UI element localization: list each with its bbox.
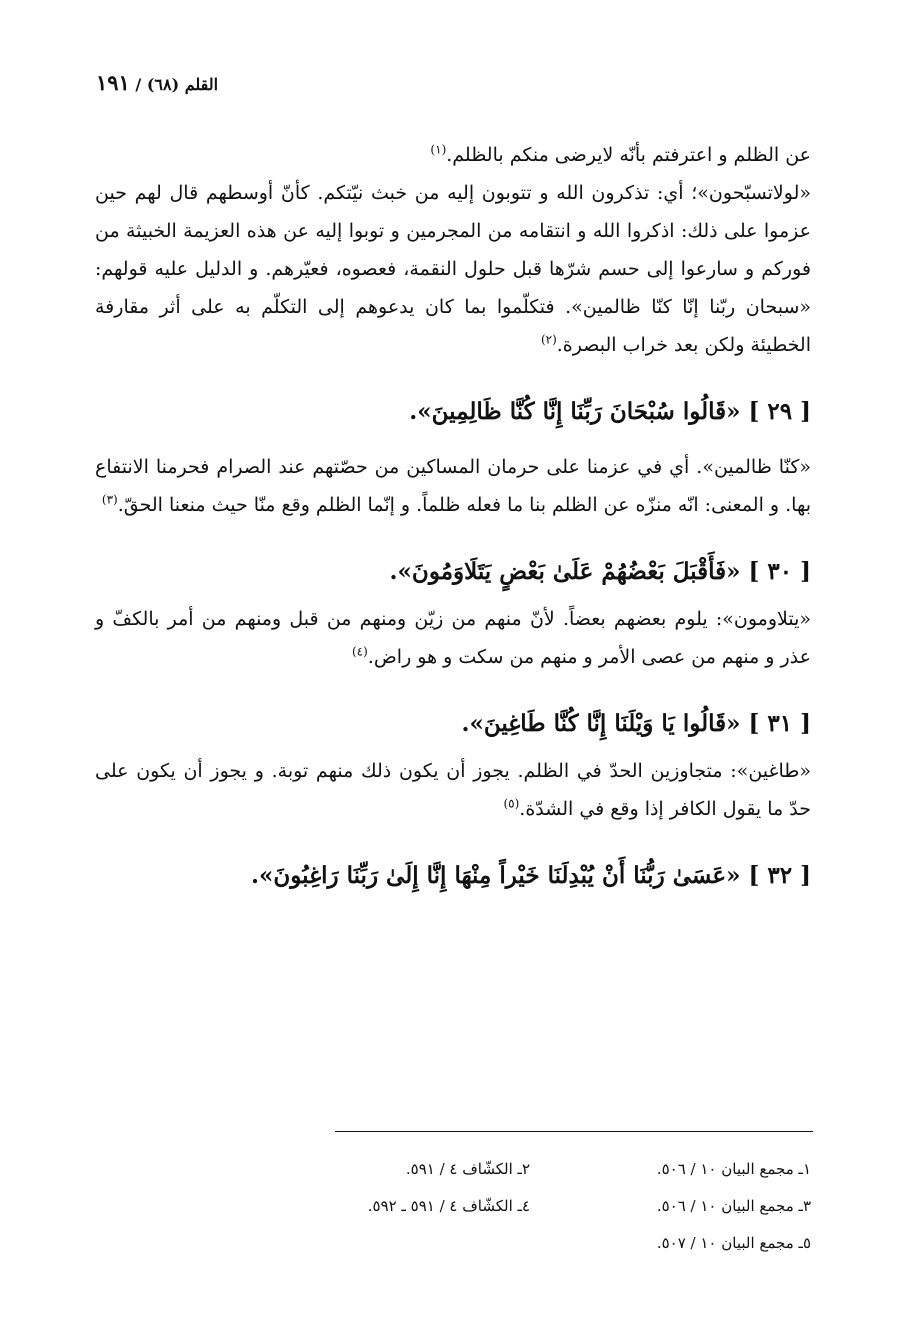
paragraph-3: [95, 448, 811, 524]
footnote-row: [250, 1150, 811, 1187]
footnote-3: ٣ـ مجمع البيان ١٠ / ٥٠٦.: [656, 1196, 811, 1215]
verse-31: [ ٣١ ] «قَالُوا يَا وَيْلَنَا إِنَّا كُنَّا طَاغِينَ».: [461, 710, 811, 737]
footnote-5: ٥ـ مجمع البيان ١٠ / ٥٠٧.: [656, 1233, 811, 1252]
paragraph-5: [95, 752, 811, 828]
paragraph-4-text: «يتلاومون»: يلوم بعضهم بعضاً. لأنّ منهم من زيّن ومنهم من قبل ومنهم من أمر بالكفّ و عذر و منهم من عصى الأمر و منهم من سكت و هو راض.: [95, 608, 811, 668]
footnote-1: ١ـ مجمع البيان ١٠ / ٥٠٦.: [656, 1159, 811, 1178]
page-number: ١٩١: [96, 70, 130, 95]
footnote-ref-5: (٥): [503, 796, 520, 811]
paragraph-1: [95, 136, 811, 174]
footnote-ref-2: (٢): [540, 332, 557, 347]
running-title: القلم (٦٨) /: [135, 75, 219, 94]
footnotes: [250, 1150, 811, 1261]
main-text: [95, 136, 811, 898]
footnote-row: [250, 1187, 811, 1224]
footnote-2: ٢ـ الكشّاف ٤ / ٥٩١.: [405, 1159, 530, 1178]
footnote-ref-4: (٤): [351, 644, 368, 659]
paragraph-4: [95, 600, 811, 676]
footnote-4: ٤ـ الكشّاف ٤ / ٥٩١ ـ ٥٩٢.: [367, 1196, 530, 1215]
running-header: [96, 70, 218, 95]
paragraph-5-text: «طاغين»: متجاوزين الحدّ في الظلم. يجوز أن يكون ذلك منهم توبة. و يجوز أن يكون على حدّ ما يقول الكافر إذا وقع في الشدّة.: [95, 760, 811, 820]
paragraph-3-text: «كنّا ظالمين». أي في عزمنا على حرمان المساكين من حصّتهم عند الصرام فحرمنا الانتفاع بها. و المعنى: انّه منزّه عن الظلم بنا ما فعله ظلماً. و إنّما الظلم وقع منّا حيث منعنا الحقّ.: [95, 456, 811, 516]
paragraph-2-text: «لولاتسبّحون»؛ أي: تذكرون الله و تتوبون إليه من خبث نيّتكم. كأنّ أوسطهم قال لهم حين عزموا على ذلك: اذكروا الله و انتقامه من المجرمين و توبوا إليه عن هذه العزيمة الخبيثة من فوركم و سارعوا إلى حسم شرّها قبل حلول النقمة، فعصوه، فعيّرهم. و الدليل عليه قولهم: «سبحان ربّنا إنّا كنّا ظالمين». فتكلّموا بما كان يدعوهم إلى التكلّم به على أثر مقارفة الخطيئة ولكن بعد خراب البصرة.: [95, 182, 811, 356]
footnote-ref-1: (١): [430, 142, 447, 157]
verse-32: [ ٣٢ ] «عَسَىٰ رَبُّنَا أَنْ يُبْدِلَنَا خَيْراً مِنْهَا إِنَّا إِلَىٰ رَبِّنَا رَاغِبُونَ».: [250, 862, 811, 889]
footnote-divider: [335, 1131, 813, 1132]
paragraph-1-text: عن الظلم و اعترفتم بأنّه لايرضى منكم بالظلم.: [446, 144, 811, 166]
footnote-row: [250, 1224, 811, 1261]
footnote-ref-3: (٣): [101, 492, 118, 507]
verse-30: [ ٣٠ ] «فَأَقْبَلَ بَعْضُهُمْ عَلَىٰ بَعْضٍ يَتَلَاوَمُونَ».: [389, 558, 811, 585]
verse-29: [ ٢٩ ] «قَالُوا سُبْحَانَ رَبِّنَا إِنَّا كُنَّا ظَالِمِينَ».: [409, 398, 811, 425]
paragraph-2: [95, 174, 811, 364]
